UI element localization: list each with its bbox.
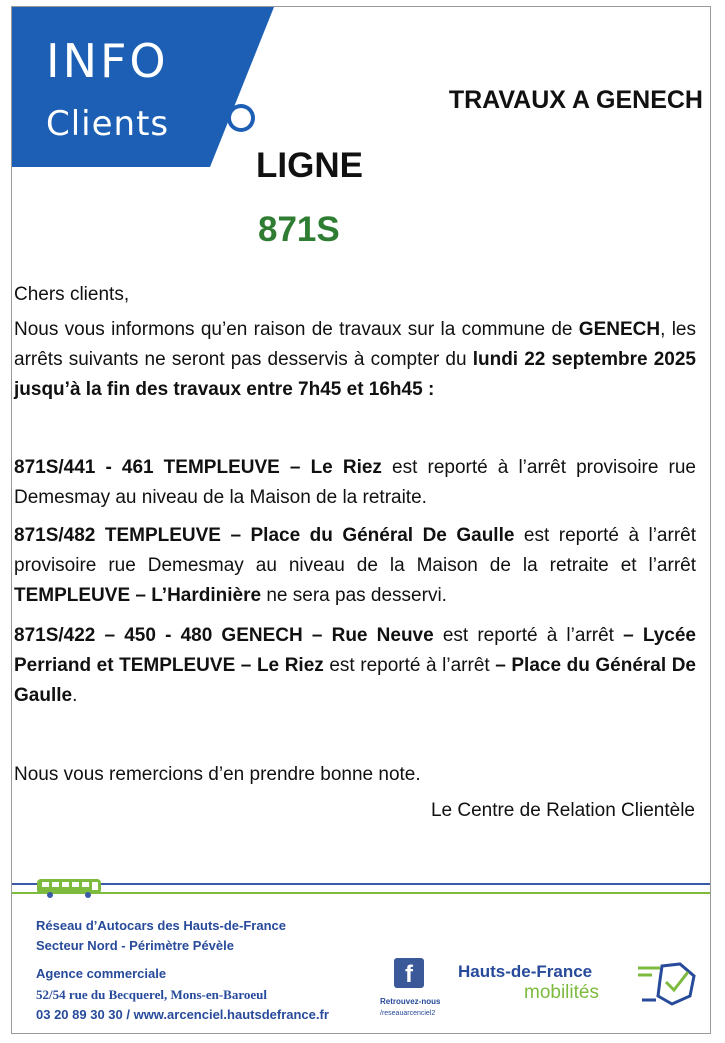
bus-icon [36, 877, 104, 899]
footer-agency-label: Agence commerciale [36, 966, 167, 981]
logo-clients-text: Clients [46, 104, 170, 144]
thanks-text: Nous vous remercions d’en prendre bonne note. [14, 764, 421, 785]
hdf-brand-name: Hauts-de-France [458, 962, 593, 981]
hdf-map-logo-icon [636, 962, 698, 1006]
signature: Le Centre de Relation Clientèle [430, 800, 695, 821]
footer-divider-green [12, 892, 710, 894]
stop-paragraph-2: 871S/482 TEMPLEUVE – Place du Général De Gaulle est reporté à l’arrêt provisoire rue Demesmay au niveau de la Maison de la retraite et l’arrêt TEMPLEUVE – L’Hardinière ne sera pas desservi. [14, 525, 696, 606]
facebook-icon[interactable]: f [394, 958, 424, 988]
hdf-brand-mobilites: mobilités [524, 982, 599, 1003]
facebook-handle[interactable]: /reseauarcenciel2 [380, 1010, 436, 1017]
footer-network-name: Réseau d’Autocars des Hauts-de-France [36, 918, 286, 933]
page-title: TRAVAUX A GENECH [448, 86, 703, 114]
ligne-number: 871S [258, 210, 340, 249]
intro-paragraph: Nous vous informons qu’en raison de travaux sur la commune de GENECH, les arrêts suivants ne seront pas desservis à compter du lundi 22 septembre 2025 jusqu’à la fin des travaux entre 7h45 et 16h45 : [14, 319, 696, 400]
footer-divider-blue [12, 883, 710, 885]
footer-contact[interactable]: 03 20 89 30 30 / www.arcenciel.hautsdefrance.fr [36, 1007, 329, 1022]
stop-paragraph-1: 871S/441 - 461 TEMPLEUVE – Le Riez est reporté à l’arrêt provisoire rue Demesmay au niveau de la Maison de la retraite. [14, 457, 696, 508]
ligne-label: LIGNE [256, 146, 363, 185]
greeting: Chers clients, [14, 284, 130, 305]
footer-address: 52/54 rue du Becquerel, Mons-en-Baroeul [36, 987, 267, 1002]
stop-paragraph-3: 871S/422 – 450 - 480 GENECH – Rue Neuve est reporté à l’arrêt – Lycée Perriand et TEMPLEUVE – Le Riez est reporté à l’arrêt – Place du Général De Gaulle. [14, 625, 697, 706]
facebook-label: Retrouvez-nous [380, 997, 441, 1006]
logo-info-text: INFO [46, 34, 169, 88]
footer-sector: Secteur Nord - Périmètre Pévèle [36, 938, 234, 953]
